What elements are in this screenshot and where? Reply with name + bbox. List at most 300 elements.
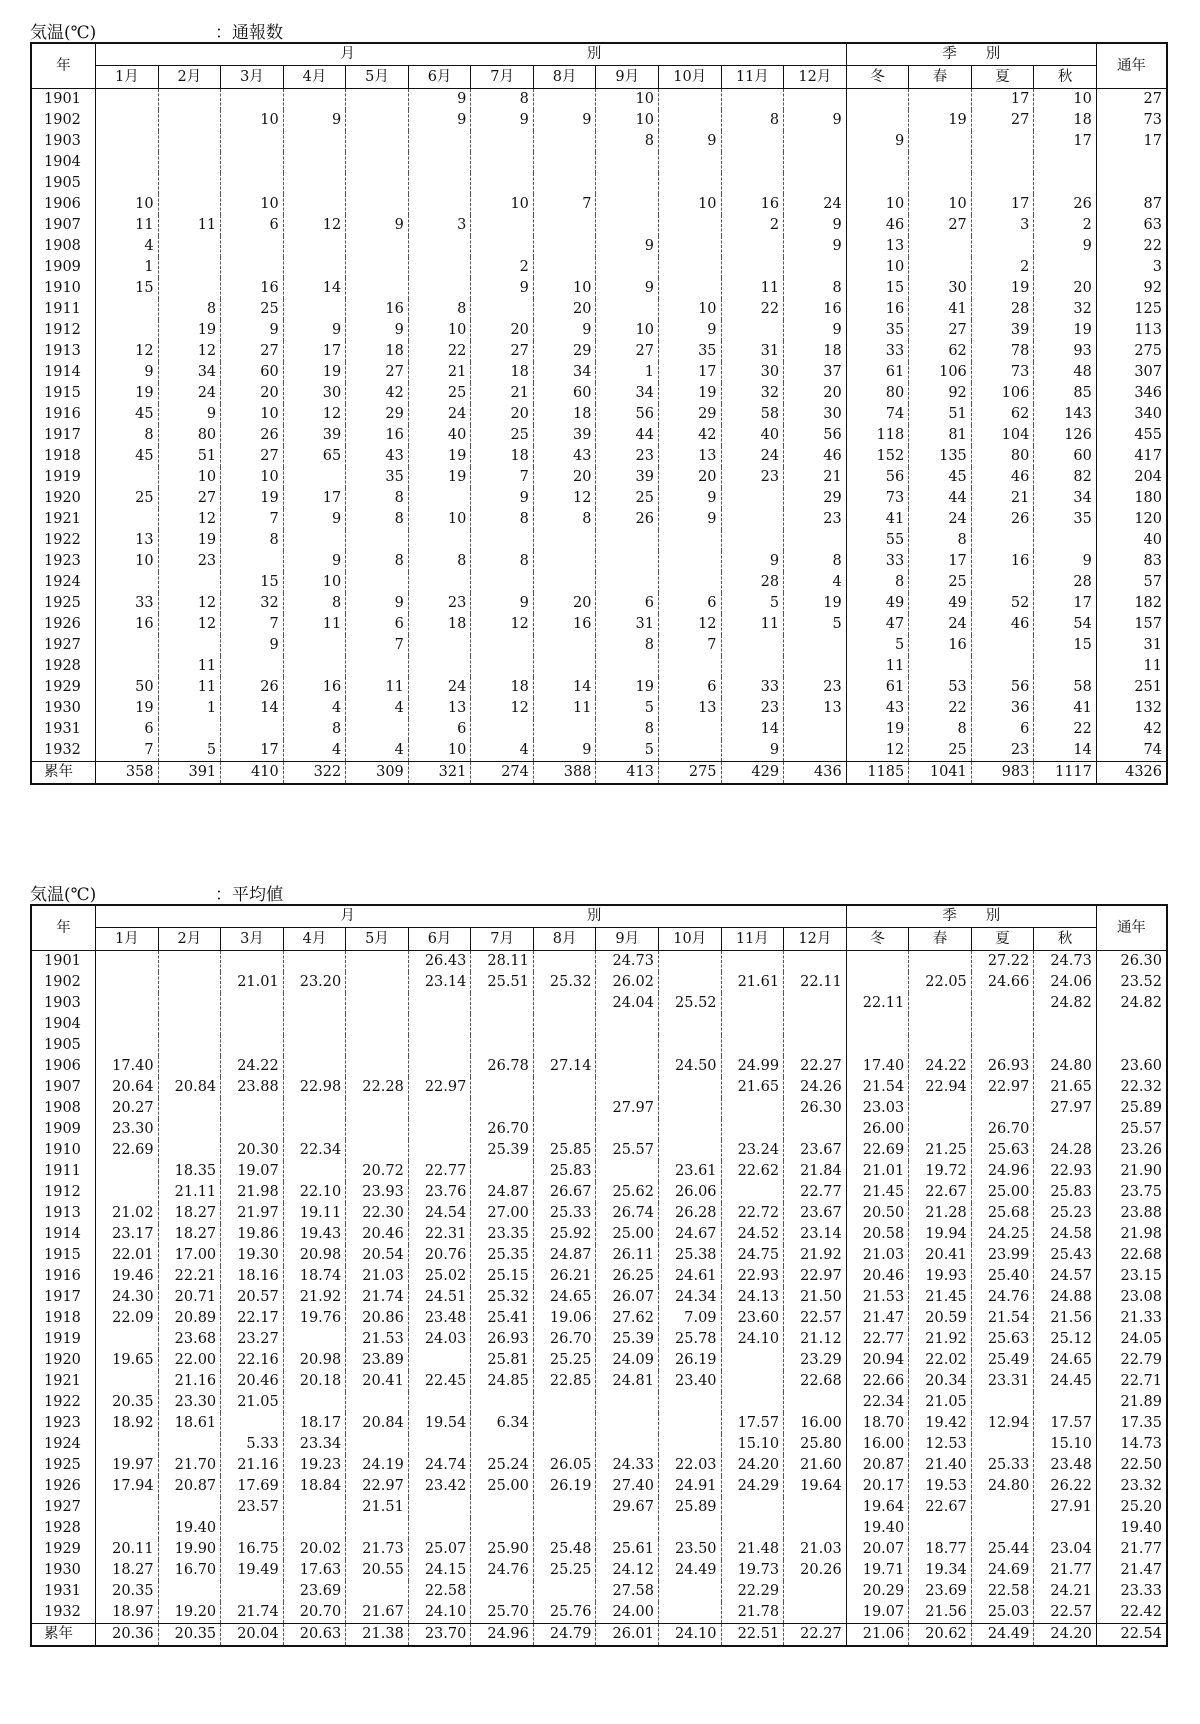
value-cell: 12 — [471, 698, 534, 719]
value-cell — [658, 1434, 721, 1455]
value-cell — [1096, 152, 1167, 173]
value-cell — [346, 951, 409, 973]
value-cell: 22.30 — [346, 1203, 409, 1224]
value-cell — [784, 173, 847, 194]
year-cell: 1902 — [31, 972, 96, 993]
value-cell: 21.33 — [1096, 1308, 1167, 1329]
value-cell: 24.91 — [658, 1476, 721, 1497]
value-cell: 22.02 — [909, 1350, 972, 1371]
value-cell — [909, 1098, 972, 1119]
value-cell — [533, 551, 596, 572]
value-cell: 10 — [909, 194, 972, 215]
value-cell: 21.92 — [909, 1329, 972, 1350]
value-cell — [408, 1098, 471, 1119]
value-cell — [721, 951, 784, 973]
value-cell: 19 — [846, 719, 909, 740]
year-cell: 1924 — [31, 572, 96, 593]
value-cell: 18 — [1034, 110, 1097, 131]
value-cell: 19.73 — [721, 1560, 784, 1581]
value-cell: 25.70 — [471, 1602, 534, 1624]
value-cell: 27.62 — [596, 1308, 659, 1329]
value-cell: 8 — [596, 635, 659, 656]
value-cell: 22.28 — [346, 1077, 409, 1098]
value-cell: 23.33 — [1096, 1581, 1167, 1602]
value-cell: 29.67 — [596, 1497, 659, 1518]
value-cell — [96, 320, 159, 341]
value-cell — [158, 1056, 221, 1077]
value-cell — [596, 656, 659, 677]
value-cell — [1034, 257, 1097, 278]
value-cell: 9 — [408, 110, 471, 131]
value-cell: 13 — [658, 698, 721, 719]
table-row — [31, 1203, 1167, 1224]
value-cell: 17 — [221, 740, 284, 762]
value-cell — [658, 152, 721, 173]
value-cell — [596, 1014, 659, 1035]
value-cell: 20.26 — [784, 1560, 847, 1581]
value-cell: 23.15 — [1096, 1266, 1167, 1287]
value-cell: 24.74 — [408, 1455, 471, 1476]
value-cell: 23.27 — [221, 1329, 284, 1350]
table-row — [31, 1497, 1167, 1518]
value-cell: 5 — [721, 593, 784, 614]
value-cell: 11 — [346, 677, 409, 698]
value-cell — [283, 1329, 346, 1350]
value-cell — [721, 131, 784, 152]
value-cell: 19 — [909, 110, 972, 131]
table-row — [31, 740, 1167, 762]
value-cell — [721, 635, 784, 656]
value-cell: 19 — [1034, 320, 1097, 341]
month-header: 6月 — [408, 66, 471, 89]
value-cell — [158, 1140, 221, 1161]
value-cell: 16.75 — [221, 1539, 284, 1560]
value-cell: 22.67 — [909, 1182, 972, 1203]
value-cell: 24.88 — [1034, 1287, 1097, 1308]
value-cell: 25.89 — [658, 1497, 721, 1518]
total-cell: 309 — [346, 762, 409, 785]
value-cell — [346, 173, 409, 194]
value-cell — [96, 1182, 159, 1203]
value-cell — [596, 1413, 659, 1434]
value-cell: 22.97 — [971, 1077, 1034, 1098]
value-cell: 22 — [1034, 719, 1097, 740]
year-cell: 1903 — [31, 993, 96, 1014]
value-cell: 4 — [346, 698, 409, 719]
value-cell: 35 — [846, 320, 909, 341]
value-cell — [909, 656, 972, 677]
value-cell: 18 — [346, 341, 409, 362]
value-cell — [971, 572, 1034, 593]
value-cell: 73 — [971, 362, 1034, 383]
value-cell: 19.34 — [909, 1560, 972, 1581]
total-cell: 20.36 — [96, 1624, 159, 1647]
value-cell: 80 — [971, 446, 1034, 467]
value-cell: 21.05 — [909, 1392, 972, 1413]
value-cell — [221, 951, 284, 973]
value-cell: 34 — [1034, 488, 1097, 509]
value-cell: 21.65 — [721, 1077, 784, 1098]
value-cell: 42 — [1096, 719, 1167, 740]
year-cell: 1926 — [31, 614, 96, 635]
value-cell — [721, 152, 784, 173]
value-cell: 62 — [909, 341, 972, 362]
value-cell — [408, 993, 471, 1014]
value-cell: 22.27 — [784, 1056, 847, 1077]
value-cell: 15.10 — [721, 1434, 784, 1455]
value-cell — [596, 1035, 659, 1056]
year-cell: 1924 — [31, 1434, 96, 1455]
value-cell: 16 — [221, 278, 284, 299]
value-cell: 23.88 — [221, 1077, 284, 1098]
value-cell — [971, 1434, 1034, 1455]
value-cell: 15 — [846, 278, 909, 299]
value-cell — [971, 656, 1034, 677]
value-cell: 25.07 — [408, 1539, 471, 1560]
value-cell: 23.57 — [221, 1497, 284, 1518]
value-cell — [96, 1497, 159, 1518]
value-cell — [346, 993, 409, 1014]
value-cell: 24.96 — [971, 1161, 1034, 1182]
value-cell: 23.67 — [784, 1203, 847, 1224]
table-row — [31, 89, 1167, 111]
value-cell — [784, 1392, 847, 1413]
value-cell: 9 — [1034, 551, 1097, 572]
value-cell: 22.10 — [283, 1182, 346, 1203]
value-cell: 24.04 — [596, 993, 659, 1014]
value-cell: 92 — [909, 383, 972, 404]
value-cell: 37 — [784, 362, 847, 383]
value-cell: 20.71 — [158, 1287, 221, 1308]
value-cell — [221, 1119, 284, 1140]
year-cell: 1927 — [31, 1497, 96, 1518]
value-cell: 27.40 — [596, 1476, 659, 1497]
value-cell: 20.94 — [846, 1350, 909, 1371]
value-cell: 31 — [721, 341, 784, 362]
value-cell: 26.21 — [533, 1266, 596, 1287]
value-cell: 24.45 — [1034, 1371, 1097, 1392]
month-header: 3月 — [221, 928, 284, 951]
value-cell — [221, 152, 284, 173]
value-cell — [784, 719, 847, 740]
value-cell: 23.42 — [408, 1476, 471, 1497]
table-row — [31, 551, 1167, 572]
value-cell: 26.30 — [1096, 951, 1167, 973]
report-count-table — [30, 42, 1168, 785]
value-cell — [721, 320, 784, 341]
value-cell: 58 — [1034, 677, 1097, 698]
value-cell — [658, 530, 721, 551]
value-cell: 40 — [1096, 530, 1167, 551]
value-cell — [346, 1098, 409, 1119]
value-cell: 8 — [283, 719, 346, 740]
value-cell: 455 — [1096, 425, 1167, 446]
value-cell — [221, 1035, 284, 1056]
value-cell: 11 — [846, 656, 909, 677]
value-cell: 24.34 — [658, 1287, 721, 1308]
table-row — [31, 951, 1167, 973]
value-cell: 17 — [283, 488, 346, 509]
month-header: 5月 — [346, 928, 409, 951]
value-cell: 27 — [221, 446, 284, 467]
value-cell: 17.57 — [1034, 1413, 1097, 1434]
value-cell: 8 — [784, 551, 847, 572]
value-cell: 19.30 — [221, 1245, 284, 1266]
year-cell: 1905 — [31, 1035, 96, 1056]
month-header: 2月 — [158, 928, 221, 951]
value-cell: 22.94 — [909, 1077, 972, 1098]
value-cell — [1096, 1035, 1167, 1056]
value-cell: 24 — [721, 446, 784, 467]
value-cell — [408, 635, 471, 656]
value-cell: 22.77 — [408, 1161, 471, 1182]
value-cell: 25.48 — [533, 1539, 596, 1560]
value-cell: 26.07 — [596, 1287, 659, 1308]
value-cell: 10 — [846, 194, 909, 215]
value-cell: 26 — [1034, 194, 1097, 215]
value-cell: 23.99 — [971, 1245, 1034, 1266]
value-cell: 7 — [221, 614, 284, 635]
value-cell: 3 — [1096, 257, 1167, 278]
value-cell — [471, 1161, 534, 1182]
value-cell: 23.68 — [158, 1329, 221, 1350]
value-cell: 17.63 — [283, 1560, 346, 1581]
value-cell: 9 — [221, 635, 284, 656]
value-cell: 8 — [408, 551, 471, 572]
value-cell — [533, 635, 596, 656]
value-cell — [909, 1014, 972, 1035]
value-cell: 9 — [784, 320, 847, 341]
value-cell — [346, 1035, 409, 1056]
value-cell: 9 — [596, 278, 659, 299]
value-cell: 29 — [784, 488, 847, 509]
value-cell: 21.73 — [346, 1539, 409, 1560]
total-label: 累年 — [31, 762, 96, 785]
value-cell: 307 — [1096, 362, 1167, 383]
value-cell — [96, 993, 159, 1014]
value-cell: 34 — [596, 383, 659, 404]
value-cell — [408, 152, 471, 173]
year-cell: 1919 — [31, 1329, 96, 1350]
year-cell: 1923 — [31, 551, 96, 572]
total-cell: 410 — [221, 762, 284, 785]
year-cell: 1930 — [31, 1560, 96, 1581]
value-cell: 23.60 — [721, 1308, 784, 1329]
value-cell: 23.48 — [1034, 1455, 1097, 1476]
value-cell: 23.30 — [158, 1392, 221, 1413]
value-cell: 18.17 — [283, 1413, 346, 1434]
value-cell: 21.53 — [846, 1287, 909, 1308]
value-cell: 50 — [96, 677, 159, 698]
value-cell — [221, 1518, 284, 1539]
year-cell: 1930 — [31, 698, 96, 719]
year-cell: 1921 — [31, 509, 96, 530]
value-cell: 23.26 — [1096, 1140, 1167, 1161]
value-cell: 80 — [158, 425, 221, 446]
value-cell: 23.30 — [96, 1119, 159, 1140]
value-cell: 24.03 — [408, 1329, 471, 1350]
value-cell — [471, 299, 534, 320]
value-cell: 22.62 — [721, 1161, 784, 1182]
value-cell — [658, 1413, 721, 1434]
value-cell — [408, 530, 471, 551]
value-cell — [408, 1350, 471, 1371]
value-cell: 17.40 — [846, 1056, 909, 1077]
value-cell: 9 — [283, 509, 346, 530]
value-cell: 7 — [658, 635, 721, 656]
value-cell: 49 — [846, 593, 909, 614]
value-cell — [721, 1350, 784, 1371]
value-cell: 9 — [471, 488, 534, 509]
value-cell: 31 — [596, 614, 659, 635]
value-cell: 34 — [158, 362, 221, 383]
table-row — [31, 194, 1167, 215]
value-cell: 26 — [221, 425, 284, 446]
value-cell — [658, 1392, 721, 1413]
value-cell — [283, 1161, 346, 1182]
total-cell: 322 — [283, 762, 346, 785]
month-header: 4月 — [283, 66, 346, 89]
header-row-bottom — [31, 928, 1167, 951]
section-title-sub: ：通報数 — [215, 23, 283, 43]
value-cell: 13 — [96, 530, 159, 551]
value-cell — [158, 1497, 221, 1518]
value-cell: 24.50 — [658, 1056, 721, 1077]
value-cell: 18.35 — [158, 1161, 221, 1182]
value-cell: 10 — [96, 551, 159, 572]
value-cell: 24.54 — [408, 1203, 471, 1224]
value-cell: 20 — [221, 383, 284, 404]
value-cell: 4 — [283, 698, 346, 719]
value-cell: 9 — [158, 404, 221, 425]
value-cell: 24.87 — [471, 1182, 534, 1203]
value-cell: 23.03 — [846, 1098, 909, 1119]
header-row-bottom — [31, 66, 1167, 89]
value-cell: 25.85 — [533, 1140, 596, 1161]
value-cell: 63 — [1096, 215, 1167, 236]
year-cell: 1901 — [31, 951, 96, 973]
value-cell: 46 — [784, 446, 847, 467]
value-cell: 23.20 — [283, 972, 346, 993]
value-cell: 19.40 — [158, 1518, 221, 1539]
value-cell: 25 — [596, 488, 659, 509]
value-cell — [909, 152, 972, 173]
value-cell: 8 — [471, 89, 534, 111]
value-cell — [96, 951, 159, 973]
table-row — [31, 572, 1167, 593]
value-cell — [784, 152, 847, 173]
value-cell: 20.07 — [846, 1539, 909, 1560]
year-cell: 1916 — [31, 404, 96, 425]
year-cell: 1904 — [31, 1014, 96, 1035]
value-cell: 25.80 — [784, 1434, 847, 1455]
value-cell: 21.50 — [784, 1287, 847, 1308]
value-cell — [221, 719, 284, 740]
total-cell: 22.27 — [784, 1624, 847, 1647]
value-cell — [471, 572, 534, 593]
value-cell — [471, 1518, 534, 1539]
value-cell — [471, 236, 534, 257]
table-row — [31, 1308, 1167, 1329]
value-cell: 4 — [471, 740, 534, 762]
value-cell: 24.19 — [346, 1455, 409, 1476]
value-cell: 12 — [283, 404, 346, 425]
value-cell: 22.32 — [1096, 1077, 1167, 1098]
value-cell: 17.40 — [96, 1056, 159, 1077]
value-cell: 24.29 — [721, 1476, 784, 1497]
value-cell — [471, 1035, 534, 1056]
value-cell: 26.30 — [784, 1098, 847, 1119]
value-cell — [158, 993, 221, 1014]
value-cell: 60 — [1034, 446, 1097, 467]
table-row — [31, 972, 1167, 993]
total-row — [31, 762, 1167, 785]
value-cell: 19 — [158, 530, 221, 551]
value-cell — [971, 236, 1034, 257]
value-cell: 26.93 — [971, 1056, 1034, 1077]
value-cell: 24.80 — [1034, 1056, 1097, 1077]
table-row — [31, 1455, 1167, 1476]
value-cell: 24.26 — [784, 1077, 847, 1098]
value-cell — [909, 236, 972, 257]
value-cell: 26.25 — [596, 1266, 659, 1287]
value-cell: 17.00 — [158, 1245, 221, 1266]
value-cell: 24.21 — [1034, 1581, 1097, 1602]
value-cell: 8 — [596, 719, 659, 740]
value-cell — [283, 152, 346, 173]
table-row — [31, 1434, 1167, 1455]
table-row — [31, 1392, 1167, 1413]
year-cell: 1909 — [31, 257, 96, 278]
value-cell: 26 — [221, 677, 284, 698]
month-header: 11月 — [721, 928, 784, 951]
value-cell — [909, 1119, 972, 1140]
value-cell: 27 — [971, 110, 1034, 131]
value-cell: 25 — [471, 425, 534, 446]
value-cell: 20.86 — [346, 1308, 409, 1329]
value-cell: 15 — [96, 278, 159, 299]
section-title-main: 気温(℃) — [30, 885, 97, 905]
value-cell: 182 — [1096, 593, 1167, 614]
value-cell: 21.51 — [346, 1497, 409, 1518]
value-cell: 30 — [909, 278, 972, 299]
value-cell: 23.35 — [471, 1224, 534, 1245]
value-cell — [596, 1077, 659, 1098]
value-cell: 20 — [533, 467, 596, 488]
value-cell — [408, 1056, 471, 1077]
value-cell: 73 — [846, 488, 909, 509]
value-cell — [346, 236, 409, 257]
annual-header: 通年 — [1096, 905, 1167, 951]
value-cell — [658, 572, 721, 593]
value-cell — [721, 656, 784, 677]
value-cell — [471, 719, 534, 740]
value-cell — [596, 194, 659, 215]
value-cell — [784, 656, 847, 677]
value-cell: 43 — [846, 698, 909, 719]
value-cell: 25.33 — [533, 1203, 596, 1224]
value-cell: 60 — [221, 362, 284, 383]
value-cell: 8 — [408, 299, 471, 320]
value-cell: 2 — [471, 257, 534, 278]
value-cell — [408, 1392, 471, 1413]
value-cell: 74 — [1096, 740, 1167, 762]
value-cell: 24.13 — [721, 1287, 784, 1308]
value-cell: 25.57 — [596, 1140, 659, 1161]
value-cell: 16 — [346, 425, 409, 446]
year-cell: 1918 — [31, 1308, 96, 1329]
value-cell: 19.54 — [408, 1413, 471, 1434]
